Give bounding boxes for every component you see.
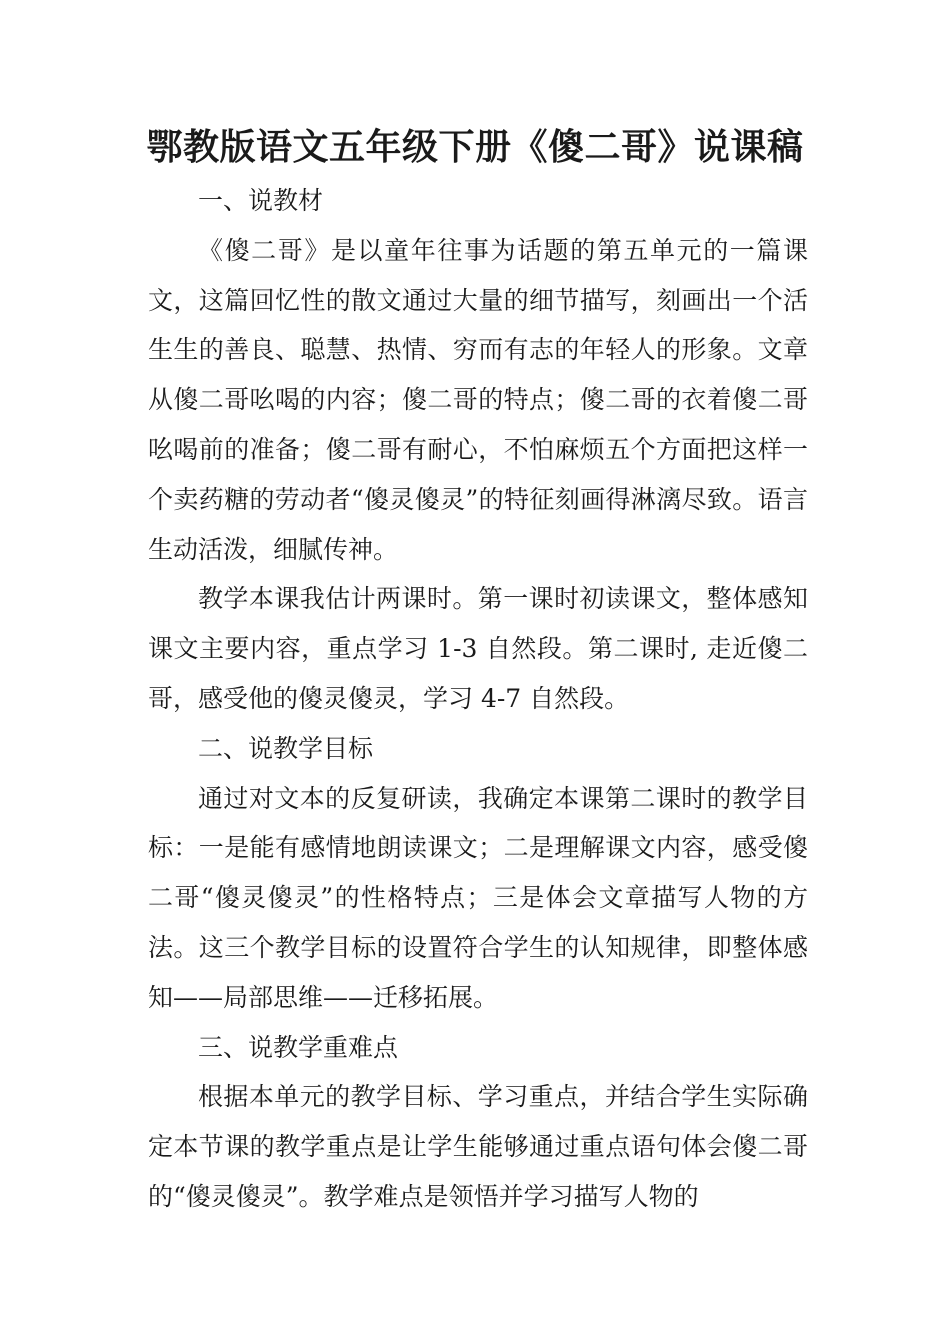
body-paragraph: 教学本课我估计两课时。第一课时初读课文，整体感知课文主要内容，重点学习 1-3 自然段。第二课时, 走近傻二哥，感受他的傻灵傻灵，学习 4-7 自然段。	[148, 584, 808, 713]
document-title: 鄂教版语文五年级下册《傻二哥》说课稿	[146, 127, 804, 168]
section-heading: 三、说教学重难点	[198, 1032, 399, 1062]
section-heading: 一、说教材	[198, 186, 324, 215]
body-paragraph: 通过对文本的反复研读，我确定本课第二课时的教学目标：一是能有感情地朗读课文；二是理解课文内容，感受傻二哥“傻灵傻灵”的性格特点；三是体会文章描写人物的方法。这三个教学目标的设置符合学生的认知规律，即整体感知——局部思维——迁移拓展。	[148, 783, 808, 1012]
section-heading: 二、说教学目标	[198, 733, 374, 763]
body-paragraph: 《傻二哥》是以童年往事为话题的第五单元的一篇课文，这篇回忆性的散文通过大量的细节描写，刻画出一个活生生的善良、聪慧、热情、穷而有志的年轻人的形象。文章从傻二哥吆喝的内容；傻二哥的特点；傻二哥的衣着傻二哥吆喝前的准备；傻二哥有耐心，不怕麻烦五个方面把这样一个卖药糖的劳动者“傻灵傻灵”的特征刻画得淋漓尽致。语言生动活泼，细腻传神。	[148, 235, 808, 564]
document-body	[148, 176, 808, 1222]
body-paragraph: 根据本单元的教学目标、学习重点，并结合学生实际确定本节课的教学重点是让学生能够通过重点语句体会傻二哥的“傻灵傻灵”。教学难点是领悟并学习描写人物的	[148, 1082, 808, 1211]
